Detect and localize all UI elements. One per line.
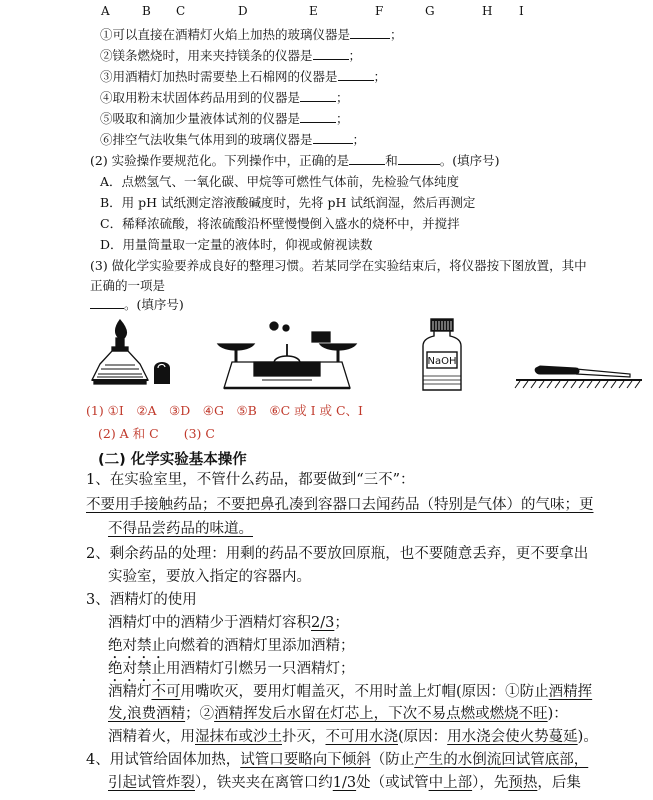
q2-option-d: D．用量筒量取一定量的液体时，仰视或俯视读数 xyxy=(100,237,373,252)
q1-item-4: ④取用粉末状固体药品用到的仪器是 ； xyxy=(100,90,349,105)
letter-i: I xyxy=(519,4,524,18)
letter-f: F xyxy=(375,4,384,18)
rule-3-no-refill: 绝对禁止向燃着的酒精灯里添加酒精； xyxy=(108,638,355,654)
rule-3-alcohol-fire: 酒精着火，用湿抹布或沙土扑灭，不可用水浇(原因：用水浇会使火势蔓延)。 xyxy=(108,729,598,745)
q2-stem: (2) 实验操作要规范化。下列操作中，正确的是 和 。(填序号) xyxy=(90,153,500,168)
letter-e: E xyxy=(309,4,318,18)
answer-blank xyxy=(398,152,440,165)
rule-3-extinguish: 酒精灯不可用嘴吹灭，要用灯帽盖灭，不用时盖上灯帽(原因：①防止酒精挥 xyxy=(108,684,593,700)
reagent-bottle-icon xyxy=(423,319,461,390)
answer-line-2: (2) A 和 C (3) C xyxy=(98,426,215,441)
q3-line-3: 。(填序号) xyxy=(90,296,184,314)
rule-1-intro: 1、在实验室里，不管什么药品，都要做到“三不”： xyxy=(86,472,415,488)
q2-option-c: C．稀释浓硫酸，将浓硫酸沿杯壁慢慢倒入盛水的烧杯中，并搅拌 xyxy=(100,216,460,231)
letter-b: B xyxy=(142,4,151,18)
rule-3-extinguish-reason: 发,浪费酒精；②酒精挥发后水留在灯芯上，下次不易点燃或燃烧不旺)： xyxy=(108,706,568,722)
rule-3-title: 3、酒精灯的使用 xyxy=(86,592,197,608)
balance-scale-icon xyxy=(218,322,356,388)
answer-line-1: (1) ①I ②A ③D ④G ⑤B ⑥C 或 I 或 C、I xyxy=(86,403,363,418)
answer-blank xyxy=(313,47,349,60)
q1-item-5: ⑤吸取和滴加少量液体试剂的仪器是 ； xyxy=(100,111,349,126)
q3-line-2: 正确的一项是 xyxy=(90,278,166,293)
rule-1-three-nots-line-2: 不得品尝药品的味道。 xyxy=(108,521,253,537)
rule-2-line-2: 实验室，要放入指定的容器内。 xyxy=(108,569,311,585)
answer-blank xyxy=(350,26,390,39)
answer-blank xyxy=(300,110,336,123)
rule-1-three-nots-line-1: 不要用手接触药品；不要把鼻孔凑到容器口去闻药品（特别是气体）的气味；更 xyxy=(86,497,594,513)
letter-h: H xyxy=(482,4,493,18)
letter-c: C xyxy=(176,4,186,18)
answer-blank xyxy=(313,131,353,144)
naoh-bottle-figure xyxy=(420,318,465,393)
answer-blank xyxy=(90,296,124,309)
answer-blank xyxy=(338,68,374,81)
alcohol-lamp-icon xyxy=(92,320,148,384)
rule-2-line-1: 2、剩余药品的处理：用剩的药品不要放回原瓶，也不要随意丢弃，更不要拿出 xyxy=(86,546,589,562)
alcohol-lamp-figure xyxy=(88,318,183,393)
answer-blank xyxy=(300,89,336,102)
q1-item-1: ①可以直接在酒精灯火焰上加热的玻璃仪器是 ； xyxy=(100,27,403,42)
lamp-cap-icon xyxy=(154,362,170,384)
naoh-label: NaOH xyxy=(427,356,457,367)
rule-3-capacity: 酒精灯中的酒精少于酒精灯容积2/3； xyxy=(108,615,349,631)
q1-item-6: ⑥排空气法收集气体用到的玻璃仪器是 ； xyxy=(100,132,366,147)
test-tube-figure xyxy=(514,352,644,392)
section-title: (二) 化学实验基本操作 xyxy=(98,452,247,468)
rule-4-line-2: 引起试管炸裂），铁夹夹在离管口约1/3处（或试管中上部），先预热，后集 xyxy=(108,775,581,791)
q1-item-2: ②镁条燃烧时，用来夹持镁条的仪器是 ； xyxy=(100,48,362,63)
answer-blank xyxy=(349,152,385,165)
letter-g: G xyxy=(425,4,435,18)
rule-3-no-lighting: 绝对禁止用酒精灯引燃另一只酒精灯； xyxy=(108,661,355,677)
letter-d: D xyxy=(238,4,248,18)
test-tube-icon xyxy=(515,366,642,388)
rule-4-line-1: 4、用试管给固体加热，试管口要略向下倾斜（防止产生的水倒流回试管底部， xyxy=(86,752,589,768)
q3-line-1: (3) 做化学实验要养成良好的整理习惯。若某同学在实验结束后，将仪器按下图放置，其中 xyxy=(90,258,587,273)
letter-a: A xyxy=(101,4,110,18)
q1-item-3: ③用酒精灯加热时需要垫上石棉网的仪器是 ； xyxy=(100,69,387,84)
q2-option-b: B．用 pH 试纸测定溶液酸碱度时，先将 pH 试纸润湿，然后再测定 xyxy=(100,195,476,210)
balance-scale-figure xyxy=(214,316,362,396)
q2-option-a: A．点燃氢气、一氧化碳、甲烷等可燃性气体前，先检验气体纯度 xyxy=(100,174,460,189)
